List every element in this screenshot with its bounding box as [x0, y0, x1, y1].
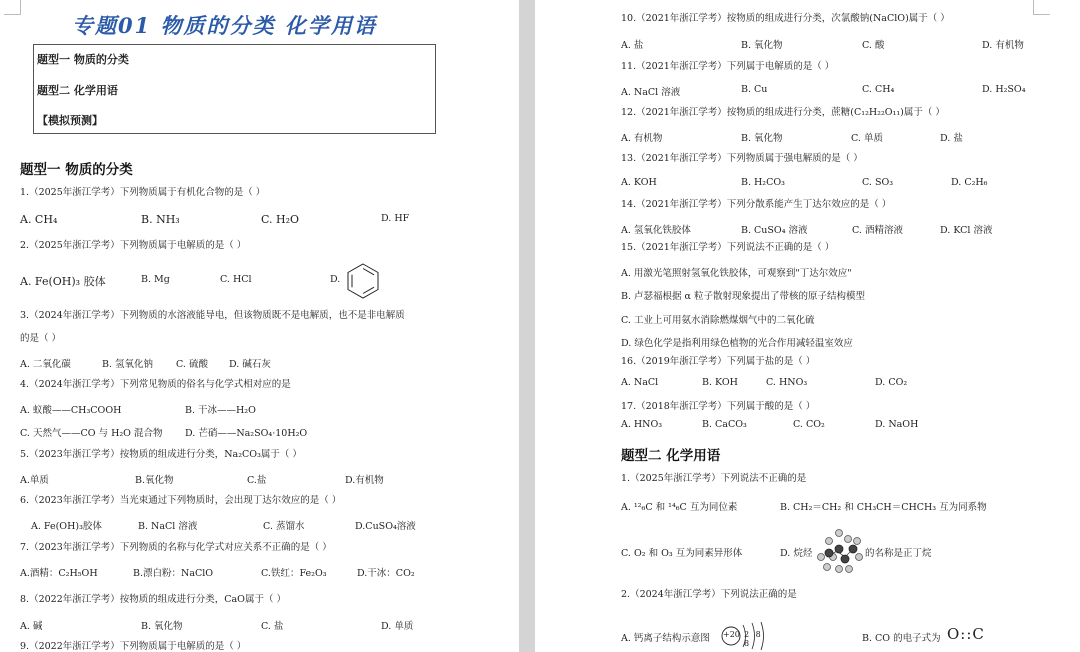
- question-2: 2.（2025年浙江学考）下列物质属于电解质的是（ ）: [20, 240, 247, 251]
- q2-option-d: D.: [330, 274, 341, 285]
- q13-option-c: C. SO₃: [862, 177, 894, 188]
- toc-item-2[interactable]: 题型二 化学用语: [37, 84, 118, 97]
- q8-option-d: D. 单质: [381, 621, 414, 632]
- question-13: 13.（2021年浙江学考）下列物质属于强电解质的是（ ）: [621, 153, 863, 164]
- question-4: 4.（2024年浙江学考）下列常见物质的俗名与化学式相对应的是: [20, 379, 291, 390]
- question-9: 9.（2022年浙江学考）下列物质属于电解质的是（ ）: [20, 641, 247, 652]
- q5-option-a: A.单质: [20, 475, 49, 486]
- q10-option-d: D. 有机物: [982, 40, 1024, 51]
- q6-option-b: B. NaCl 溶液: [138, 521, 198, 532]
- s2q1-option-d-suffix: 的名称是正丁烷: [865, 548, 932, 559]
- q4-option-c: C. 天然气——CO 与 H₂O 混合物: [20, 428, 163, 439]
- question-8: 8.（2022年浙江学考）按物质的组成进行分类，CaO属于（ ）: [20, 594, 286, 605]
- s2q2-option-a: A. 钙离子结构示意图: [621, 633, 710, 644]
- q5-option-d: D.有机物: [345, 475, 384, 486]
- document-title: 专题01 物质的分类 化学用语: [72, 13, 377, 38]
- q16-option-b: B. KOH: [702, 377, 738, 388]
- table-of-contents: [33, 44, 436, 134]
- question-11: 11.（2021年浙江学考）下列属于电解质的是（ ）: [621, 61, 835, 72]
- document-page-left: [0, 0, 519, 652]
- q8-option-c: C. 盐: [261, 621, 284, 632]
- page-corner-mark: [4, 0, 21, 15]
- q10-option-c: C. 酸: [862, 40, 885, 51]
- q11-option-b: B. Cu: [741, 84, 768, 95]
- q15-option-a: A. 用激光笔照射氢氧化铁胶体，可观察到"丁达尔效应": [621, 268, 852, 279]
- s2-question-1: 1.（2025年浙江学考）下列说法不正确的是: [621, 473, 807, 484]
- ion-shell-electrons: 2 8 8: [744, 630, 763, 648]
- q3-option-a: A. 二氧化碳: [20, 359, 71, 370]
- s2q2-option-b: B. CO 的电子式为: [862, 633, 941, 644]
- q14-option-d: D. KCl 溶液: [940, 225, 993, 236]
- q10-option-a: A. 盐: [621, 40, 644, 51]
- toc-item-3[interactable]: 【模拟预测】: [37, 114, 103, 127]
- s2q1-option-c: C. O₂ 和 O₃ 互为同素异形体: [621, 548, 743, 559]
- q11-option-a: A. NaCl 溶液: [621, 87, 681, 98]
- q2-option-b: B. Mg: [141, 274, 170, 285]
- q4-option-a: A. 蚁酸——CH₃COOH: [20, 405, 122, 416]
- q8-option-a: A. 碱: [20, 621, 43, 632]
- co-electron-formula: O::C: [947, 625, 985, 643]
- q4-option-d: D. 芒硝——Na₂SO₄·10H₂O: [185, 428, 308, 439]
- q1-option-c: C. H₂O: [261, 213, 300, 226]
- q5-option-c: C.盐: [247, 475, 267, 486]
- q7-option-a: A.酒精：C₂H₅OH: [20, 568, 98, 579]
- q14-option-b: B. CuSO₄ 溶液: [741, 225, 808, 236]
- s2q1-option-d-prefix: D. 烷烃: [780, 548, 813, 559]
- q16-option-d: D. CO₂: [875, 377, 908, 388]
- butane-ball-model-icon: [817, 527, 863, 575]
- q6-option-a: A. Fe(OH)₃胶体: [31, 521, 102, 532]
- question-17: 17.（2018年浙江学考）下列属于酸的是（ ）: [621, 401, 816, 412]
- q12-option-b: B. 氧化物: [741, 133, 783, 144]
- q17-option-c: C. CO₂: [793, 419, 825, 430]
- q1-option-b: B. NH₃: [141, 213, 180, 226]
- q3-option-c: C. 硫酸: [176, 359, 208, 370]
- q13-option-b: B. H₂CO₃: [741, 177, 785, 188]
- question-16: 16.（2019年浙江学考）下列属于盐的是（ ）: [621, 356, 816, 367]
- question-15: 15.（2021年浙江学考）下列说法不正确的是（ ）: [621, 242, 835, 253]
- section-heading-2: 题型二 化学用语: [621, 448, 721, 464]
- q2-option-a: A. Fe(OH)₃ 胶体: [20, 275, 106, 288]
- question-3: 3.（2024年浙江学考）下列物质的水溶液能导电，但该物质既不是电解质，也不是非电解质: [20, 310, 405, 321]
- q14-option-c: C. 酒精溶液: [852, 225, 903, 236]
- q7-option-c: C.铁红：Fe₂O₃: [261, 568, 327, 579]
- q15-option-d: D. 绿色化学是指利用绿色植物的光合作用减轻温室效应: [621, 338, 853, 349]
- q7-option-b: B.漂白粉：NaClO: [133, 568, 214, 579]
- q17-option-d: D. NaOH: [875, 419, 919, 430]
- question-10: 10.（2021年浙江学考）按物质的组成进行分类，次氯酸钠(NaClO)属于（ ）: [621, 13, 950, 24]
- question-6: 6.（2023年浙江学考）当光束通过下列物质时，会出现丁达尔效应的是（ ）: [20, 495, 342, 506]
- q12-option-c: C. 单质: [851, 133, 883, 144]
- s2q1-option-b: B. CH₂＝CH₂ 和 CH₃CH＝CHCH₃ 互为同系物: [780, 502, 987, 513]
- benzene-ring-icon: [344, 262, 382, 300]
- q6-option-d: D.CuSO₄溶液: [355, 521, 416, 532]
- page-corner-mark: [1033, 0, 1050, 15]
- q15-option-b: B. 卢瑟福根据 α 粒子散射现象提出了带核的原子结构模型: [621, 291, 865, 302]
- q1-option-a: A. CH₄: [20, 213, 58, 226]
- question-7: 7.（2023年浙江学考）下列物质的名称与化学式对应关系不正确的是（ ）: [20, 542, 332, 553]
- q3-option-d: D. 碱石灰: [229, 359, 271, 370]
- q1-option-d: D. HF: [381, 213, 410, 224]
- question-3-cont: 的是（ ）: [20, 333, 62, 344]
- q2-option-c: C. HCl: [220, 274, 252, 285]
- calcium-ion-diagram: [721, 621, 771, 651]
- s2q1-option-a: A. ¹²₆C 和 ¹⁴₆C 互为同位素: [621, 502, 738, 513]
- q13-option-a: A. KOH: [621, 177, 657, 188]
- q7-option-d: D.干冰：CO₂: [357, 568, 415, 579]
- q15-option-c: C. 工业上可用氨水消除燃煤烟气中的二氧化硫: [621, 315, 815, 326]
- q17-option-a: A. HNO₃: [621, 419, 663, 430]
- question-1: 1.（2025年浙江学考）下列物质属于有机化合物的是（ ）: [20, 187, 266, 198]
- q4-option-b: B. 干冰——H₂O: [185, 405, 256, 416]
- q5-option-b: B.氧化物: [135, 475, 174, 486]
- q12-option-a: A. 有机物: [621, 133, 663, 144]
- ion-nucleus-charge: +20: [723, 630, 740, 639]
- q16-option-c: C. HNO₃: [766, 377, 808, 388]
- document-page-right: [535, 0, 1080, 652]
- question-14: 14.（2021年浙江学考）下列分散系能产生丁达尔效应的是（ ）: [621, 199, 892, 210]
- q11-option-d: D. H₂SO₄: [982, 84, 1026, 95]
- q17-option-b: B. CaCO₃: [702, 419, 747, 430]
- q11-option-c: C. CH₄: [862, 84, 895, 95]
- question-5: 5.（2023年浙江学考）按物质的组成进行分类，Na₂CO₃属于（ ）: [20, 449, 302, 460]
- page-gap: [519, 0, 535, 652]
- q12-option-d: D. 盐: [940, 133, 963, 144]
- q13-option-d: D. C₂H₆: [951, 177, 988, 188]
- q14-option-a: A. 氢氧化铁胶体: [621, 225, 691, 236]
- toc-item-1[interactable]: 题型一 物质的分类: [37, 53, 129, 66]
- s2-question-2: 2.（2024年浙江学考）下列说法正确的是: [621, 589, 797, 600]
- q8-option-b: B. 氧化物: [141, 621, 183, 632]
- question-12: 12.（2021年浙江学考）按物质的组成进行分类，蔗糖(C₁₂H₂₂O₁₁)属于（ ）: [621, 107, 945, 118]
- q6-option-c: C. 蒸馏水: [263, 521, 305, 532]
- q10-option-b: B. 氧化物: [741, 40, 783, 51]
- q3-option-b: B. 氢氧化钠: [102, 359, 154, 370]
- q16-option-a: A. NaCl: [621, 377, 659, 388]
- section-heading-1: 题型一 物质的分类: [20, 162, 133, 178]
